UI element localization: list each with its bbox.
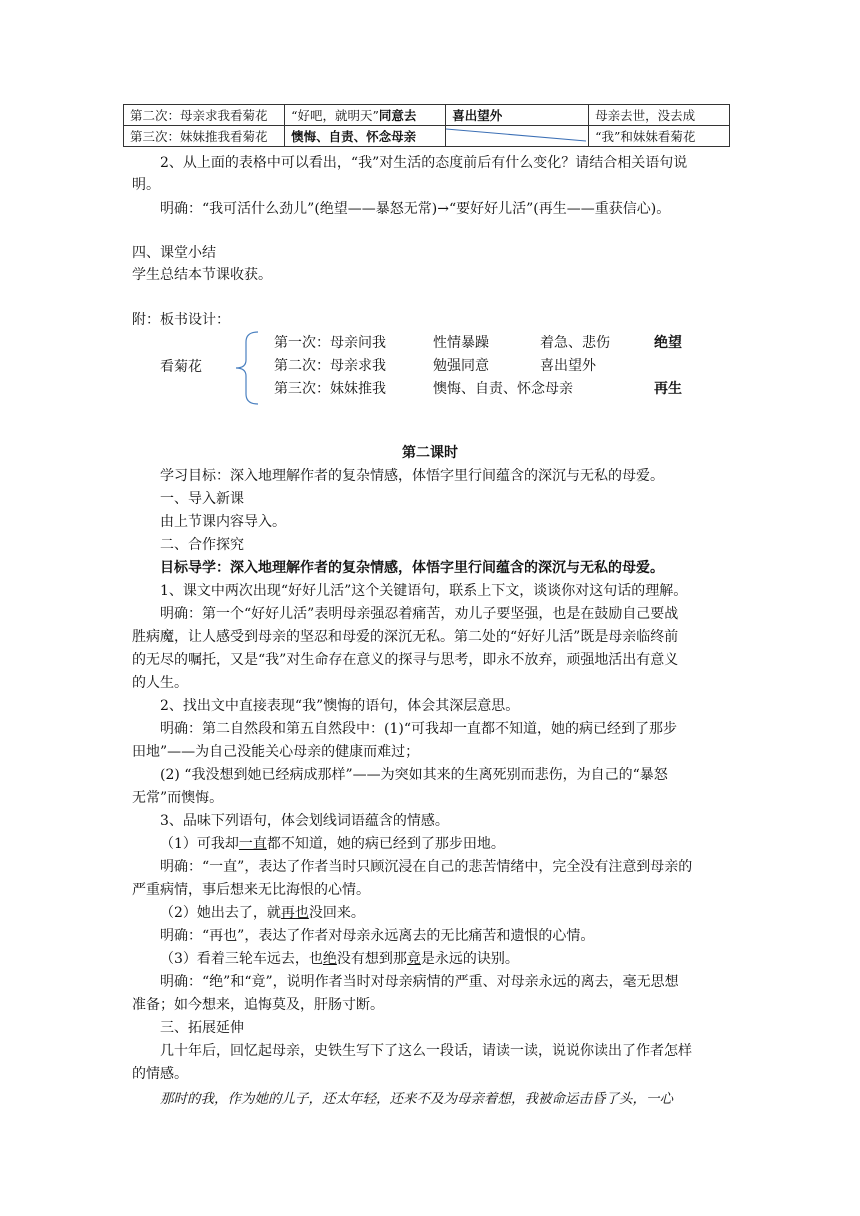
underlined-word: 再也 [280,905,309,921]
cell-quote: “好吧，就明天” [291,108,379,123]
table-cell: 母亲去世，没去成 [589,105,730,126]
table-cell: 第二次：母亲求我看菊花 [124,105,285,126]
board-row-2-time: 第二次：母亲求我 [274,358,386,374]
board-row-1-c: 绝望 [654,335,682,351]
answer-1-cont: 胜病魔，让人感受到母亲的坚忍和母爱的深沉无私。第二处的“好好儿活”既是母亲临终前 [132,629,679,645]
sentence-text: 没有想到那 [336,951,407,967]
answer-1-cont: 的人生。 [132,675,188,691]
brace-icon [232,330,262,406]
answer-1: 明确：第一个“好好儿活”表明母亲强忍着痛苦，劝儿子要坚强，也是在鼓励自己要战 [160,606,679,622]
board-label: 看菊花 [160,359,202,375]
answer-2b-cont: 田地”——为自己没能关心母亲的健康而难过； [132,744,420,760]
quote-text: 那时的我，作为她的儿子，还太年轻，还来不及为母亲着想，我被命运击昏了头，一心 [160,1091,673,1107]
table-row [124,105,730,126]
answer-2b-cont: 无常”而懊悔。 [132,790,224,806]
board-row-2-a: 勉强同意 [433,358,489,374]
extension-text: 几十年后，回忆起母亲，史铁生写下了这么一段话，请读一读，说说你读出了作者怎样 [160,1043,692,1059]
section-2-heading: 二、合作探究 [160,537,244,553]
sentence-2 [160,902,760,924]
board-row-2-b: 喜出望外 [540,358,596,374]
question-2: 2、从上面的表格中可以看出，“我”对生活的态度前后有什么变化？请结合相关语句说 [160,155,688,171]
answer-5-cont: 准备；如今想来，追悔莫及，肝肠寸断。 [132,997,384,1013]
board-row-3-a: 懊悔、自责、怀念母亲 [433,381,573,397]
board-row-1-time: 第一次：母亲问我 [274,335,386,351]
question-1: 1、课文中两次出现“好好儿活”这个关键语句，联系上下文，谈谈你对这句话的理解。 [160,583,688,599]
sentence-3 [160,948,760,970]
question-2-cont: 明。 [132,177,160,193]
summary-heading: 四、课堂小结 [132,245,216,261]
lesson-title: 第二课时 [402,445,458,461]
sentence-1 [160,833,760,855]
sentence-text: 都不知道，她的病已经到了那步田地。 [266,836,505,852]
learning-goal: 学习目标：深入地理解作者的复杂情感，体悟字里行间蕴含的深沉与无私的母爱。 [160,468,664,484]
table-cell [285,105,446,126]
table-cell: “我”和妹妹看菊花 [589,126,730,147]
section-1-heading: 一、导入新课 [160,491,244,507]
table-cell: 懊悔、自责、怀念母亲 [285,126,446,147]
comparison-table [123,104,730,147]
underlined-word: 一直 [238,836,267,852]
goal-guide: 目标导学：深入地理解作者的复杂情感，体悟字里行间蕴含的深沉与无私的母爱。 [160,560,664,576]
cell-bold: 同意去 [378,108,417,123]
summary-text: 学生总结本节课收获。 [132,267,272,283]
answer-2b-cont: (2) “我没想到她已经病成那样”——为突如其来的生离死别而悲伤，为自己的“暴怒 [160,767,668,783]
table-cell: 喜出望外 [446,105,589,126]
table-row [124,126,730,147]
answer-3-cont: 严重病情，事后想来无比海恨的心情。 [132,882,370,898]
answer-2: 明确：“我可活什么劲儿”(绝望——暴怒无常)→“要好好儿活”(再生——重获信心)。 [160,201,671,217]
underlined-word: 竟 [406,951,421,967]
extension-text-cont: 的情感。 [132,1066,188,1082]
board-row-3-time: 第三次：妹妹推我 [274,381,386,397]
board-heading: 附：板书设计： [132,312,230,328]
table-cell: 第三次：妹妹推我看菊花 [124,126,285,147]
answer-3: 明确：“一直”，表达了作者当时只顾沉浸在自己的悲苦情绪中，完全没有注意到母亲的 [160,859,693,875]
answer-5: 明确：“绝”和“竟”，说明作者当时对母亲病情的严重、对母亲永远的离去，毫无思想 [160,974,679,990]
diagonal-line [446,126,586,146]
table-cell [446,126,589,147]
sentence-text: （1）可我却 [160,836,239,852]
board-row-3-c: 再生 [654,381,682,397]
answer-1-cont: 的无尽的嘱托，又是“我”对生命存在意义的探寻与思考，即永不放弃，顽强地活出有意义 [132,652,679,668]
answer-4: 明确：“再也”，表达了作者对母亲永远离去的无比痛苦和遗恨的心情。 [160,928,595,944]
section-3-heading: 三、拓展延伸 [160,1020,244,1036]
sentence-text: （3）看着三轮车远去，也 [160,951,323,967]
sentence-text: 是永远的诀别。 [420,951,519,967]
sentence-text: （2）她出去了，就 [160,905,281,921]
answer-2b: 明确：第二自然段和第五自然段中：(1)“可我却一直都不知道，她的病已经到了那步 [160,721,677,737]
question-2b: 2、找出文中直接表现“我”懊悔的语句，体会其深层意思。 [160,698,520,714]
board-row-1-b: 着急、悲伤 [540,335,610,351]
board-row-1-a: 性情暴躁 [433,335,489,351]
sentence-text: 没回来。 [308,905,365,921]
question-3: 3、品味下列语句，体会划线词语蕴含的情感。 [160,813,449,829]
section-1-text: 由上节课内容导入。 [160,514,286,530]
underlined-word: 绝 [322,951,337,967]
